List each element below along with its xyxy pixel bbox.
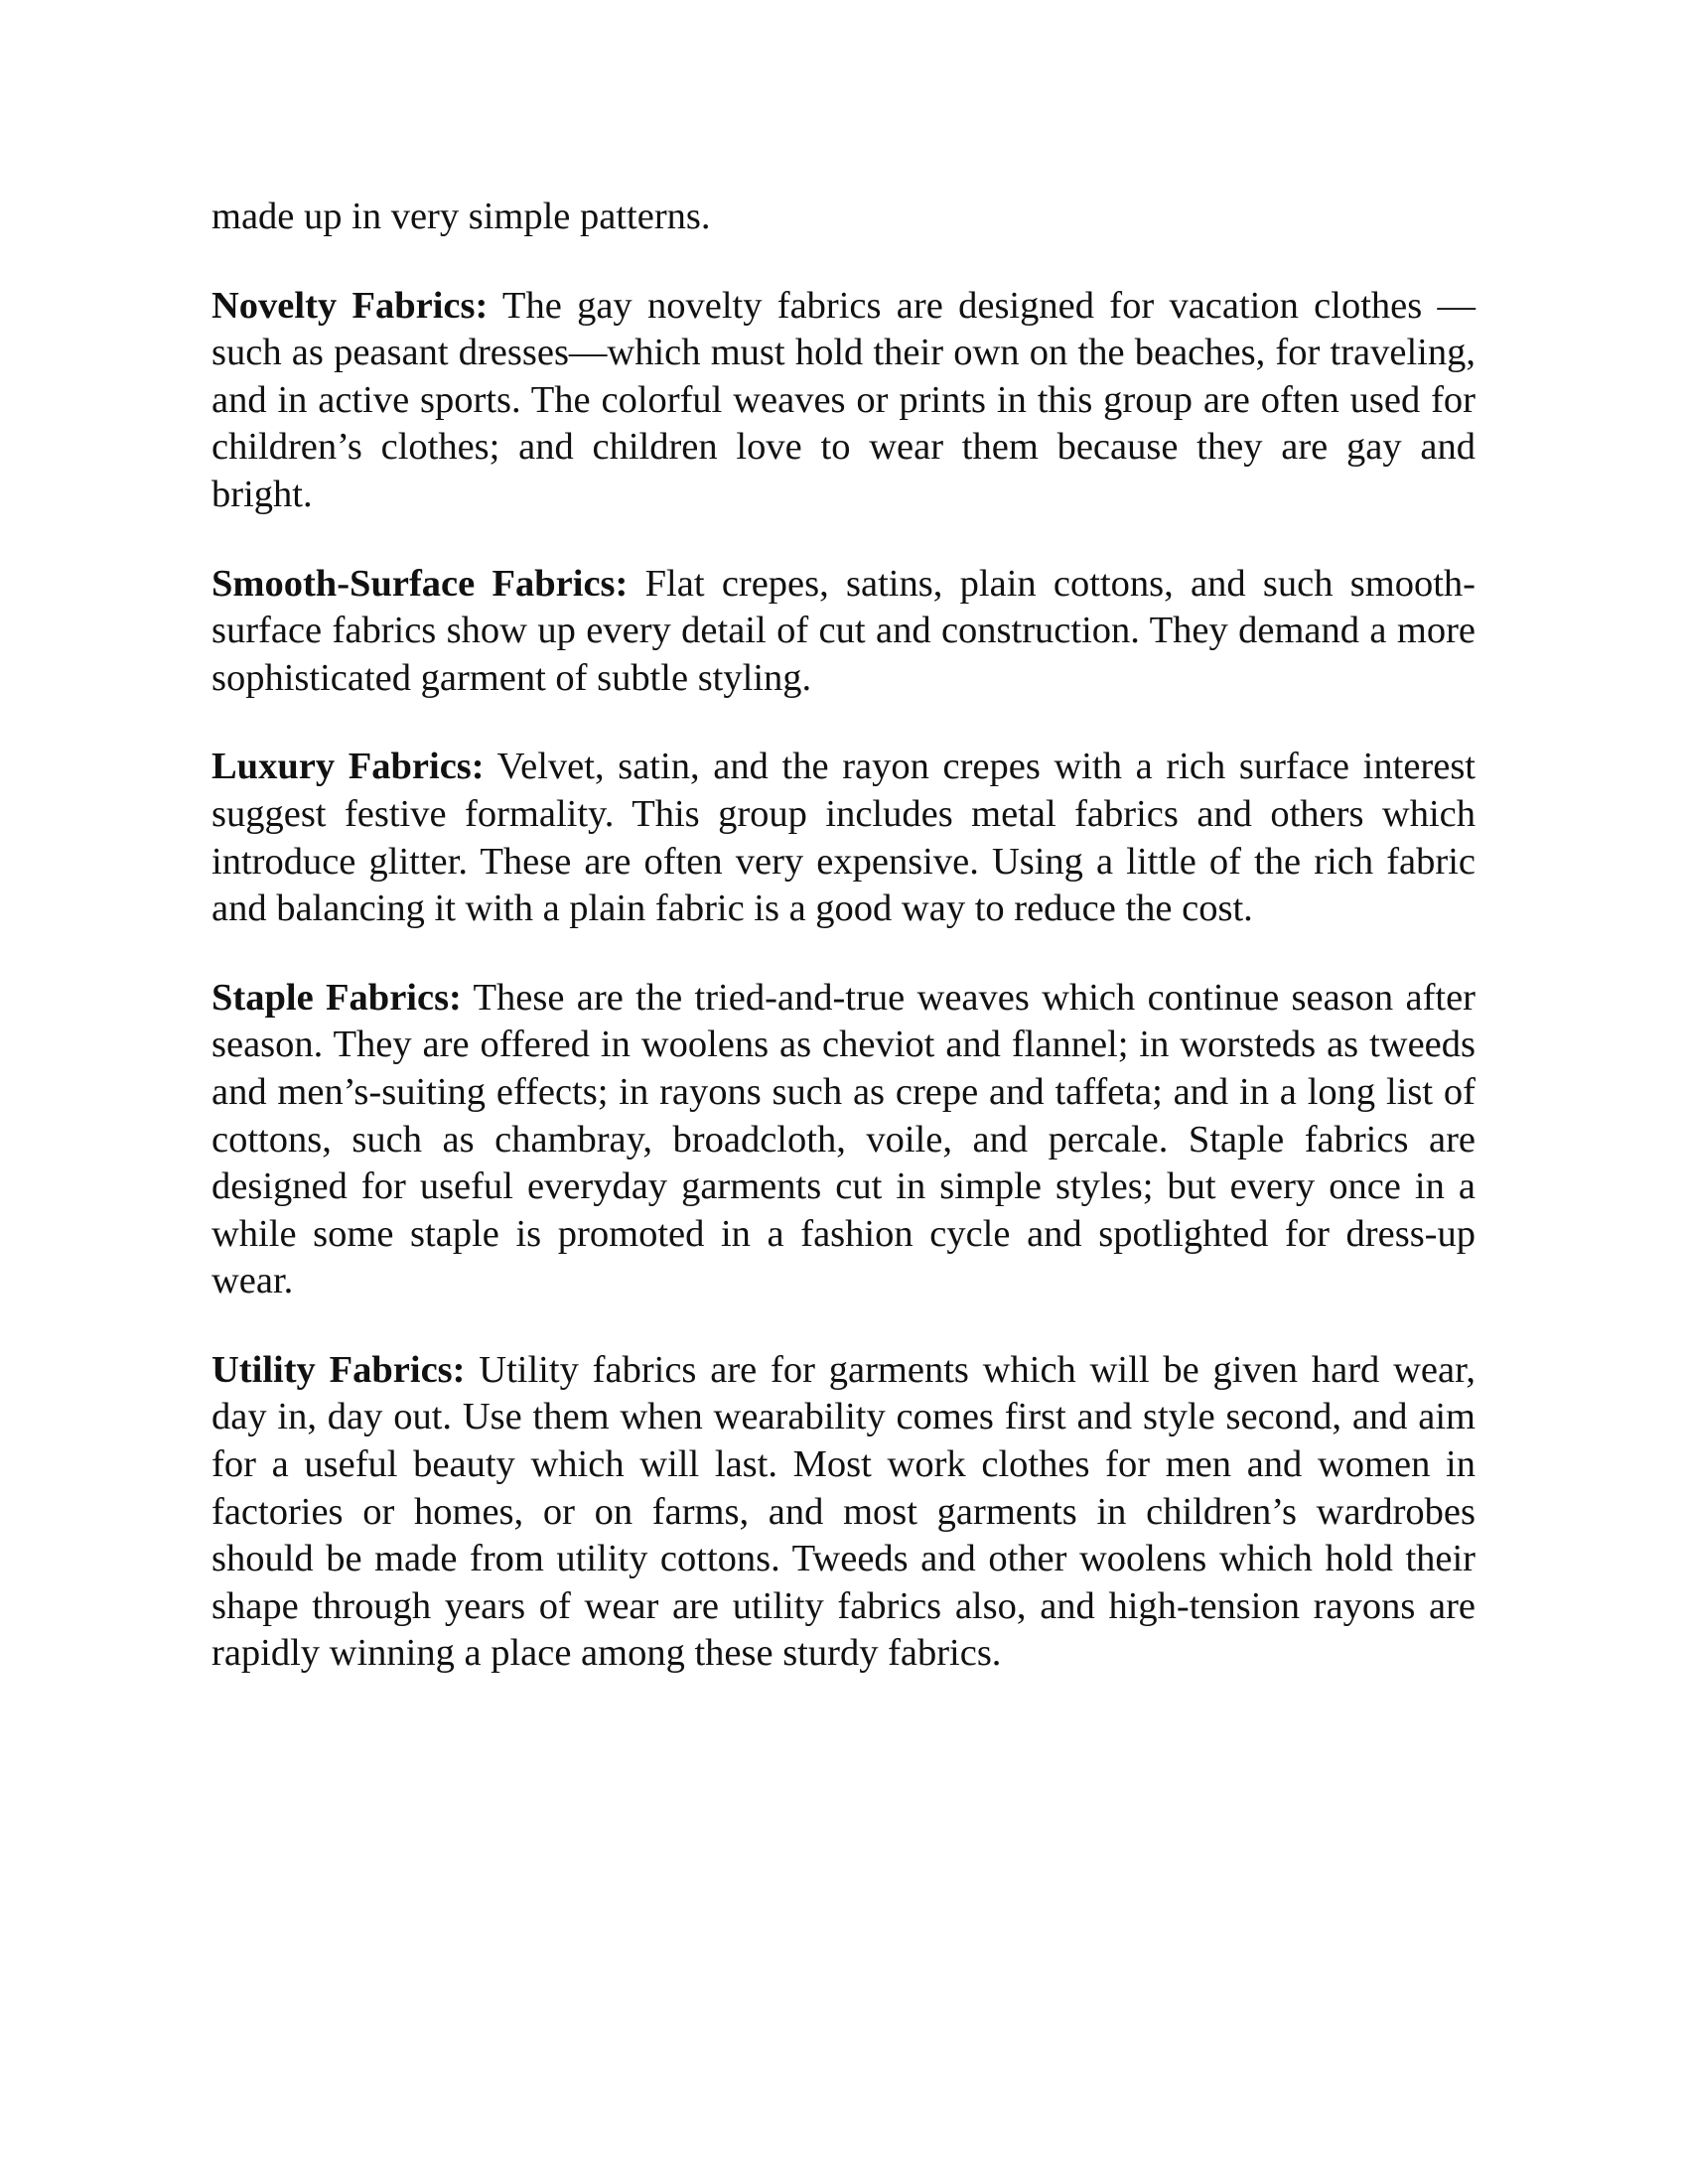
section-heading-novelty-fabrics: Novelty Fabrics: [211, 284, 489, 327]
section-body-luxury-fabrics: Velvet, satin, and the rayon crepes with a rich surface interest suggest festive formality. This group includes metal fabrics and others which introduce glitter. These are often very expensive. Using a little of the rich fabric and balancing it with a plain fabric is a good way to reduce the cost. [211, 746, 1477, 930]
document-page [211, 194, 1476, 1719]
section-heading-staple-fabrics: Staple Fabrics: [211, 976, 462, 1019]
paragraph-novelty-fabrics [211, 283, 1476, 519]
section-body-utility-fabrics: Utility fabrics are for garments which will be given hard wear, day in, day out. Use them when wearability comes first and style second, and aim for a useful beauty which will last. Most work clothes for men and women in factories or homes, or on farms, and most garments in children’s wardrobes should be made from utility cottons. Tweeds and other woolens which hold their shape through years of wear are utility fabrics also, and high-tension rayons are rapidly winning a place among these sturdy fabrics. [211, 1348, 1476, 1675]
paragraph-luxury-fabrics [211, 744, 1476, 932]
section-heading-smooth-surface-fabrics: Smooth-Surface Fabrics: [211, 562, 629, 605]
paragraph-smooth-surface-fabrics [211, 561, 1476, 703]
section-body-novelty-fabrics: The gay novelty fabrics are designed for vacation clothes —such as peasant dresses—which must hold their own on the beaches, for traveling, and in active sports. The colorful weaves or prints in this group are often used for children’s clothes; and children love to wear them because they are gay and bright. [211, 284, 1477, 515]
section-heading-luxury-fabrics: Luxury Fabrics: [211, 746, 485, 788]
section-body-smooth-surface-fabrics: Flat crepes, satins, plain cottons, and such smooth-surface fabrics show up every detail of cut and construction. They demand a more sophisticated garment of subtle styling. [211, 562, 1476, 699]
section-body-staple-fabrics: These are the tried-and-true weaves which continue season after season. They are offered in woolens as cheviot and flannel; in worsteds as tweeds and men’s-suiting effects; in rayons such as crepe and taffeta; and in a long list of cottons, such as chambray, broadcloth, voile, and percale. Staple fabrics are designed for useful everyday garments cut in simple styles; but every once in a while some staple is promoted in a fashion cycle and spotlighted for dress-up wear. [211, 976, 1476, 1302]
paragraph-utility-fabrics [211, 1347, 1476, 1678]
continuation-paragraph: made up in very simple patterns. [211, 196, 711, 237]
paragraph-staple-fabrics [211, 975, 1476, 1305]
section-heading-utility-fabrics: Utility Fabrics: [211, 1348, 466, 1391]
